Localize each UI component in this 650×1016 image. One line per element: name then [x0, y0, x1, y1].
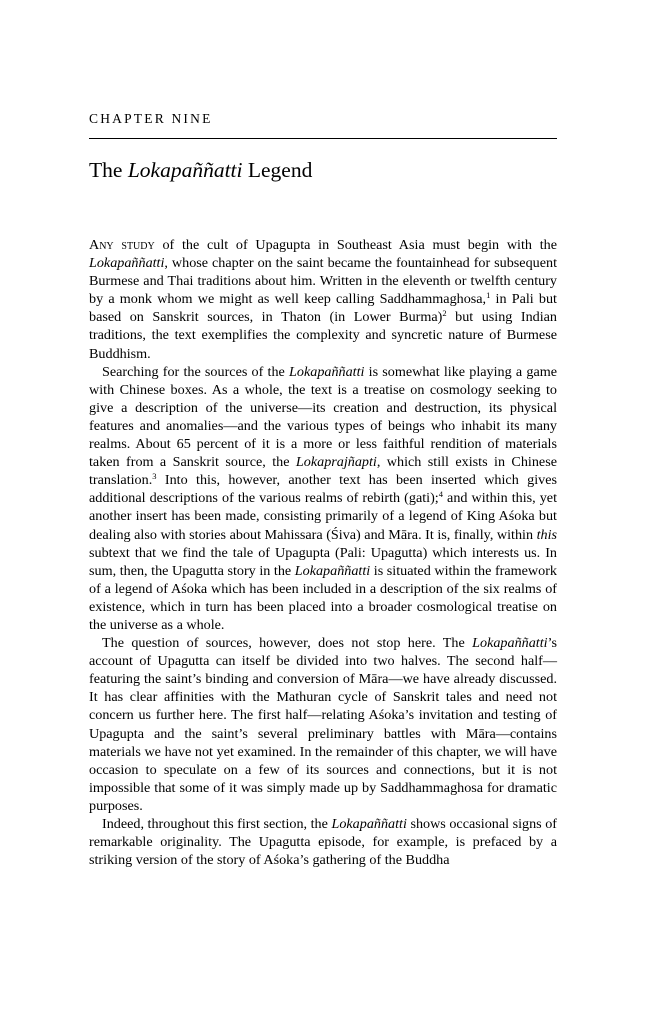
chapter-rule — [89, 138, 557, 139]
paragraph-text: is situated within the framework of a legend of Aśoka which has been included in a description of the six realms of existence, which in turn has been placed into a broader cosmological treatise on the universe as a whole. — [89, 562, 557, 633]
paragraph-text: is somewhat like playing a game with Chinese boxes. As a whole, the text is a treatise on cosmology seeking to give a description of the universe—its creation and destruction, its physical features and anomalies—and the various types of beings who inhabit its many realms. About 65 percent of it is a more or less faithful rendition of materials taken from a Sanskrit source, the — [89, 363, 557, 471]
chapter-title — [89, 156, 312, 184]
paragraph-text: The question of sources, however, does not stop here. The — [102, 635, 473, 652]
footnote-marker[interactable]: 4 — [438, 489, 443, 500]
italic-title: Lokaprajñapti — [295, 454, 377, 471]
paragraph-4 — [89, 815, 557, 869]
paragraph-text: Into this, however, another text has been inserted which gives additional descriptions of the various realms of rebirth (gati); — [89, 472, 557, 507]
paragraph-text: subtext that we find the tale of Upagupta (Pali: Upagutta) which interests us. In sum, then, the Upagutta story in the — [89, 544, 557, 579]
paragraph-text: shows occasional signs of remarkable originality. The Upagutta episode, for example, is prefaced by a striking version of the story of Aśoka’s gathering of the Buddha — [89, 816, 557, 869]
paragraph-text: of the cult of Upagupta in Southeast Asia must begin with the — [154, 237, 557, 253]
paragraph-text: , whose chapter on the saint became the fountainhead for subsequent Burmese and Thai traditions about him. Written in the eleventh or twelfth century by a monk whom we might as well keep calling Saddhammaghosa, — [89, 255, 557, 308]
italic-title: Lokapaññatti — [294, 562, 371, 579]
italic-title: Lokapaññatti — [331, 816, 407, 832]
paragraph-1 — [89, 236, 557, 363]
paragraph-text: but using Indian traditions, the text exemplifies the complexity and syncretic nature of Burmese Buddhism. — [89, 309, 557, 362]
italic-title: Lokapaññatti — [89, 255, 165, 272]
footnote-marker[interactable]: 3 — [152, 471, 157, 482]
chapter-label: CHAPTER NINE — [89, 111, 213, 126]
paragraph-2 — [89, 363, 557, 634]
paragraph-3 — [89, 634, 557, 815]
chapter-title-suffix: Legend — [242, 158, 313, 182]
paragraph-text: Searching for the sources of the — [102, 363, 290, 380]
paragraph-text: and within this, yet another insert has been made, consisting primarily of a legend of King Aśoka but dealing also with stories about Mahissara (Śiva) and Māra. It is, finally, within — [89, 490, 558, 543]
chapter-title-prefix: The — [89, 158, 128, 182]
paragraph-text: Indeed, throughout this first section, the — [102, 816, 332, 832]
footnote-marker[interactable]: 2 — [442, 308, 447, 319]
italic-title: Lokapaññatti — [289, 363, 365, 380]
paragraph-text: ’s account of Upagutta can itself be divided into two halves. The second half—featuring the saint’s binding and conversion of Māra—we have already discussed. It has clear affinities with the Mathuran cycle of Sanskrit tales and need not concern us further here. The first half—relating Aśoka’s invitation and testing of Upagupta and the saint’s several preliminary battles with Māra—contains materials we have not yet examined. In the remainder of this chapter, we will have occasion to speculate on a few of its sources and connections, but it is not impossible that some of it was simply made up by Saddhammaghosa for dramatic purposes. — [89, 635, 557, 814]
body-text — [89, 236, 557, 869]
chapter-title-italic: Lokapaññatti — [127, 158, 243, 182]
paragraph-text: in Pali but based on Sanskrit sources, in Thaton (in Lower Burma) — [89, 291, 557, 326]
italic-title: Lokapaññatti — [472, 635, 548, 652]
drop-phrase: Any study — [89, 237, 155, 253]
footnote-marker[interactable]: 1 — [486, 290, 491, 301]
italic-emphasis: this — [536, 526, 558, 543]
paragraph-text: , which still exists in Chinese translation. — [89, 454, 557, 489]
